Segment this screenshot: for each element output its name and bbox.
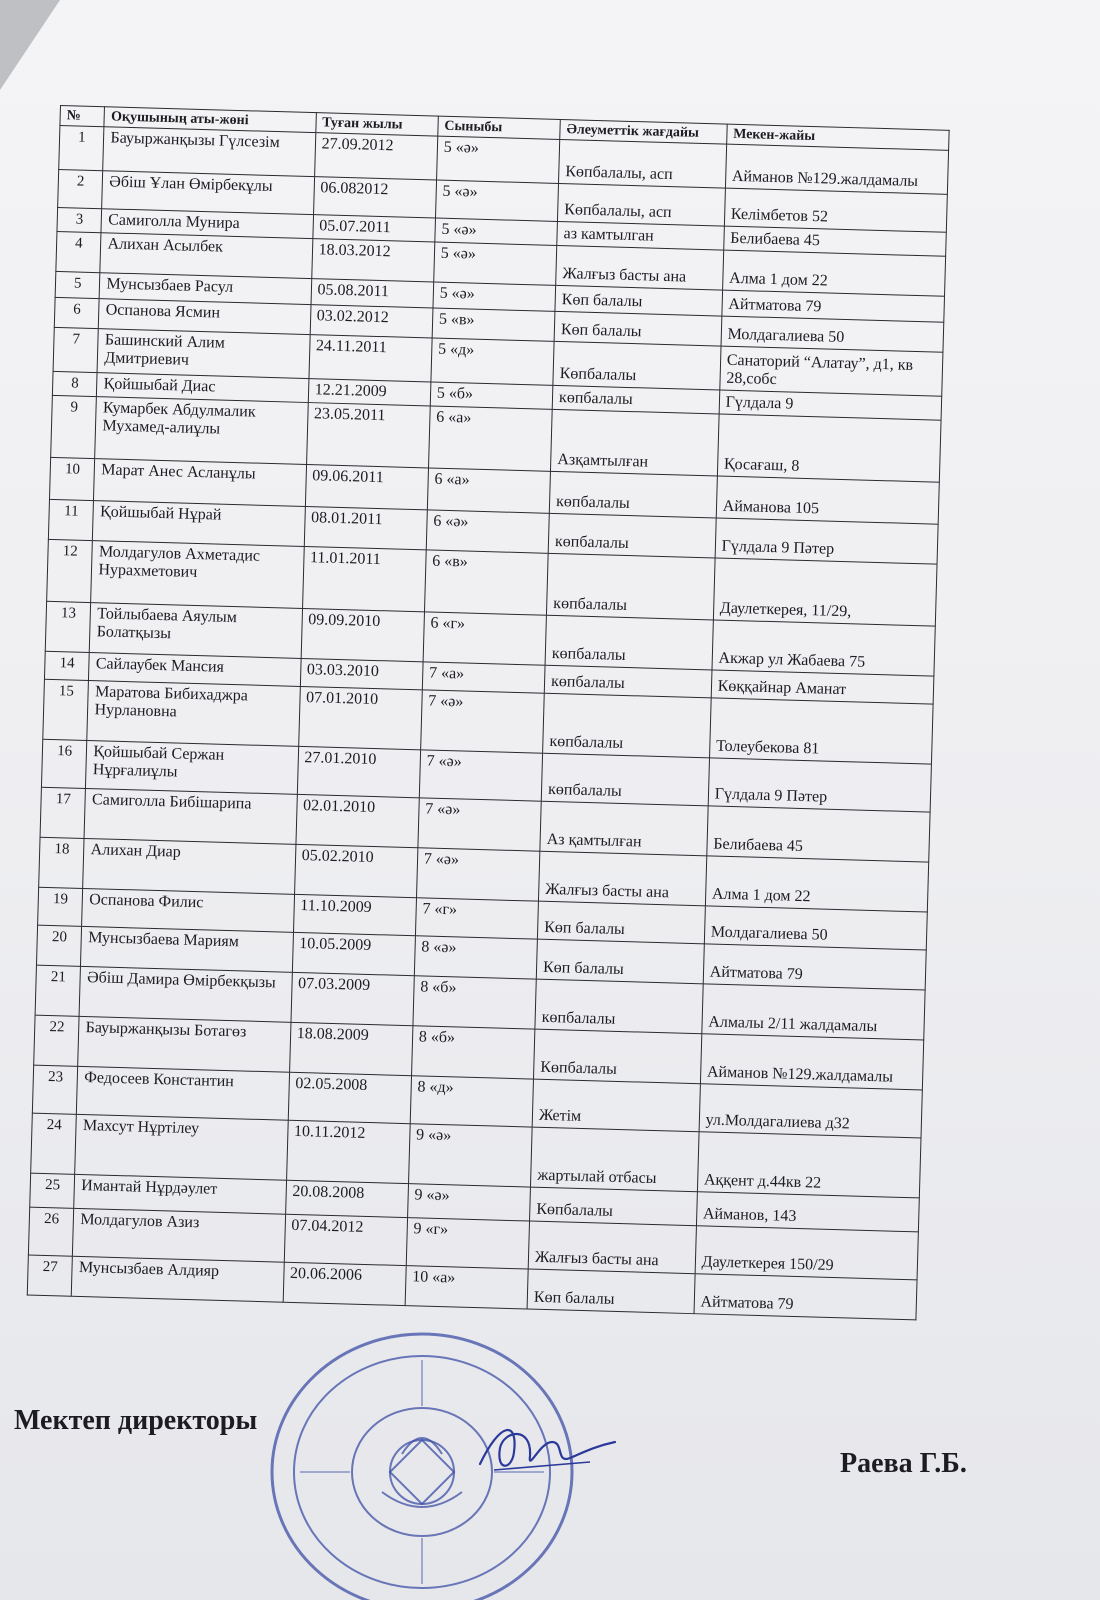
cell-row-number: 3 xyxy=(57,207,102,232)
cell-row-number: 22 xyxy=(34,1015,80,1066)
cell-social-status: Көп балалы xyxy=(536,939,704,984)
cell-row-number: 16 xyxy=(41,739,87,788)
cell-address: Гүлдала 9 xyxy=(719,390,942,420)
cell-address: Аққент д.44кв 22 xyxy=(697,1132,921,1198)
cell-birth-date: 23.05.2011 xyxy=(306,403,430,468)
cell-row-number: 23 xyxy=(32,1065,78,1114)
cell-address: Айманов №129.жалдамалы xyxy=(725,144,948,194)
cell-row-number: 4 xyxy=(56,231,102,272)
cell-address: Айманов, 143 xyxy=(696,1192,919,1232)
cell-row-number: 26 xyxy=(28,1207,74,1256)
cell-address: Айманова 105 xyxy=(716,476,939,524)
cell-row-number: 21 xyxy=(35,965,81,1016)
cell-social-status: көпбалалы xyxy=(543,693,711,758)
cell-class: 8 «ә» xyxy=(414,936,537,979)
cell-birth-date: 02.05.2008 xyxy=(288,1072,412,1123)
cell-address: Алма 1 дом 22 xyxy=(705,856,929,912)
cell-class: 6 «в» xyxy=(424,550,548,615)
cell-student-name: Мунсызбаев Алдияр xyxy=(72,1256,284,1302)
cell-class: 8 «б» xyxy=(411,1026,535,1079)
cell-class: 5 «в» xyxy=(432,308,555,341)
cell-birth-date: 06.082012 xyxy=(313,177,436,218)
cell-student-name: Бауыржанқызы Ботагөз xyxy=(78,1016,290,1072)
cell-address: Белибаева 45 xyxy=(707,806,931,862)
cell-address: Молдагалиева 50 xyxy=(721,316,944,352)
cell-social-status: көпбалалы xyxy=(544,665,711,698)
cell-address: Алмалы 2/11 жалдамалы xyxy=(702,984,926,1040)
cell-class: 7 «ә» xyxy=(419,750,543,801)
cell-row-number: 11 xyxy=(48,499,94,540)
cell-row-number: 9 xyxy=(51,395,97,458)
cell-address: Даулеткерея 150/29 xyxy=(695,1226,919,1280)
cell-address: Айтматова 79 xyxy=(694,1274,917,1320)
cell-address: ул.Молдагалиева д32 xyxy=(699,1084,923,1138)
cell-birth-date: 11.10.2009 xyxy=(293,894,416,935)
cell-student-name: Марат Анес Асланұлы xyxy=(94,459,306,507)
cell-row-number: 5 xyxy=(55,271,100,298)
cell-birth-date: 03.03.2010 xyxy=(300,658,423,689)
cell-social-status: көпбалалы xyxy=(549,471,717,518)
cell-social-status: көпбалалы xyxy=(548,513,716,558)
cell-row-number: 18 xyxy=(39,837,85,888)
cell-class: 9 «г» xyxy=(406,1218,530,1269)
cell-student-name: Федосеев Константин xyxy=(77,1066,289,1120)
cell-birth-date: 18.08.2009 xyxy=(289,1022,413,1075)
cell-row-number: 13 xyxy=(45,601,91,652)
cell-social-status: Көп балалы xyxy=(537,901,705,944)
cell-address: Айтматова 79 xyxy=(703,944,926,990)
cell-student-name: Самиголла Бибішарипа xyxy=(84,788,296,844)
col-header-name: Оқушының аты-жөні xyxy=(104,107,316,133)
cell-address: Айманов №129.жалдамалы xyxy=(700,1034,924,1090)
cell-row-number: 14 xyxy=(44,651,89,680)
cell-class: 7 «а» xyxy=(422,662,545,693)
cell-row-number: 7 xyxy=(53,327,99,372)
cell-class: 8 «б» xyxy=(413,976,537,1029)
cell-address: Молдагалиева 50 xyxy=(704,906,927,950)
cell-class: 6 «г» xyxy=(423,612,547,665)
cell-class: 7 «г» xyxy=(415,898,538,939)
cell-address: Белибаева 45 xyxy=(723,226,946,256)
cell-row-number: 8 xyxy=(52,371,97,396)
cell-student-name: Махсут Нұртілеу xyxy=(75,1114,288,1180)
cell-social-status: Көпбалалы, асп xyxy=(557,183,725,226)
cell-student-name: Әбіш Ұлан Өмірбекұлы xyxy=(102,171,314,215)
cell-row-number: 12 xyxy=(47,539,93,602)
cell-social-status: жартылай отбасы xyxy=(531,1127,699,1192)
cell-student-name: Қойшыбай Сержан Нұрғалиұлы xyxy=(86,741,298,795)
cell-address: Акжар ул Жабаева 75 xyxy=(712,620,936,676)
cell-social-status: Көпбалалы xyxy=(553,341,721,390)
cell-student-name: Бауыржанқызы Гүлсезім xyxy=(103,127,315,177)
cell-row-number: 25 xyxy=(30,1173,75,1208)
cell-class: 5 «ә» xyxy=(435,180,558,221)
cell-address: Көққайнар Аманат xyxy=(711,670,934,704)
cell-class: 10 «а» xyxy=(405,1266,528,1309)
cell-address: Келімбетов 52 xyxy=(724,188,947,232)
cell-student-name: Сайлаубек Мансия xyxy=(89,653,301,687)
cell-row-number: 10 xyxy=(49,457,95,500)
cell-student-name: Маратова Бибихаджра Нурлановна xyxy=(87,681,300,747)
cell-birth-date: 05.07.2011 xyxy=(312,215,435,242)
cell-class: 5 «ә» xyxy=(436,136,559,183)
cell-birth-date: 05.08.2011 xyxy=(311,279,434,308)
cell-student-name: Оспанова Ясмин xyxy=(99,299,311,335)
cell-birth-date: 27.09.2012 xyxy=(314,133,437,180)
cell-row-number: 2 xyxy=(58,169,103,208)
cell-student-name: Имантай Нұрдәулет xyxy=(74,1174,286,1214)
cell-birth-date: 24.11.2011 xyxy=(309,335,432,382)
cell-social-status: Көпбалалы xyxy=(530,1187,698,1226)
cell-social-status: аз камтылган xyxy=(557,221,724,250)
cell-address: Алма 1 дом 22 xyxy=(722,250,945,296)
cell-social-status: көпбалалы xyxy=(535,979,703,1034)
cell-row-number: 6 xyxy=(54,297,99,328)
cell-birth-date: 27.01.2010 xyxy=(297,746,421,797)
cell-row-number: 20 xyxy=(36,925,82,966)
cell-social-status: Жетім xyxy=(532,1079,700,1132)
cell-social-status: Жалғыз басты ана xyxy=(556,245,724,290)
cell-class: 8 «д» xyxy=(410,1076,534,1127)
cell-birth-date: 05.02.2010 xyxy=(294,844,418,897)
cell-student-name: Оспанова Филис xyxy=(82,888,294,932)
cell-student-name: Әбіш Дамира Өмірбекқызы xyxy=(79,966,291,1022)
cell-birth-date: 09.06.2011 xyxy=(305,465,428,510)
student-table-wrap xyxy=(27,105,950,1320)
cell-social-status: көпбалалы xyxy=(546,553,714,620)
cell-address: Гүлдала 9 Пәтер xyxy=(715,518,938,564)
col-header-class: Сыныбы xyxy=(438,116,561,139)
cell-student-name: Молдагулов Азиз xyxy=(73,1208,285,1262)
cell-student-name: Молдагулов Ахметадис Нурахметович xyxy=(91,541,304,609)
cell-social-status: Жалғыз басты ана xyxy=(538,851,706,906)
cell-student-name: Мунсызбаева Мариям xyxy=(81,926,293,972)
cell-row-number: 15 xyxy=(43,679,89,740)
cell-birth-date: 07.01.2010 xyxy=(298,686,422,749)
cell-row-number: 17 xyxy=(40,787,86,838)
cell-class: 5 «ә» xyxy=(433,282,556,311)
cell-row-number: 1 xyxy=(59,126,105,171)
col-header-social: Әлеуметтік жағдайы xyxy=(560,119,727,144)
cell-birth-date: 18.03.2012 xyxy=(311,239,434,282)
cell-student-name: Кумарбек Абдулмалик Мухамед-алиұлы xyxy=(95,397,308,465)
cell-birth-date: 10.11.2012 xyxy=(286,1120,410,1183)
cell-social-status: көпбалалы xyxy=(541,753,709,806)
cell-social-status: Жалғыз басты ана xyxy=(528,1221,696,1274)
cell-row-number: 19 xyxy=(38,887,83,926)
cell-address: Даулеткерея, 11/29, xyxy=(713,558,937,626)
cell-class: 5 «ә» xyxy=(435,218,558,245)
cell-birth-date: 09.09.2010 xyxy=(301,608,425,661)
cell-birth-date: 20.06.2006 xyxy=(283,1262,406,1305)
cell-class: 6 «а» xyxy=(427,468,550,513)
cell-birth-date: 12.21.2009 xyxy=(308,379,431,406)
cell-student-name: Алихан Диар xyxy=(83,838,295,894)
cell-class: 5 «д» xyxy=(431,338,554,385)
cell-row-number: 27 xyxy=(27,1255,73,1296)
cell-class: 5 «ә» xyxy=(434,242,557,285)
cell-social-status: көпбалалы xyxy=(545,615,713,670)
cell-birth-date: 03.02.2012 xyxy=(310,305,433,338)
cell-student-name: Самиголла Мунира xyxy=(101,209,313,239)
col-header-birth: Туған жылы xyxy=(315,113,438,136)
cell-class: 6 «а» xyxy=(428,406,552,471)
cell-birth-date: 07.03.2009 xyxy=(291,972,415,1025)
cell-student-name: Мунсызбаев Расул xyxy=(100,273,312,305)
cell-birth-date: 08.01.2011 xyxy=(304,506,427,549)
cell-class: 6 «ә» xyxy=(426,510,549,553)
cell-social-status: Аз қамтылған xyxy=(540,801,708,856)
director-signature xyxy=(470,1412,620,1482)
cell-student-name: Қойшыбай Нұрай xyxy=(93,501,305,547)
cell-row-number: 24 xyxy=(31,1113,77,1174)
cell-social-status: көпбалалы xyxy=(552,385,719,414)
cell-class: 5 «б» xyxy=(430,382,553,409)
cell-student-name: Башинский Алим Дмитриевич xyxy=(97,329,309,379)
cell-class: 7 «ә» xyxy=(416,848,540,901)
cell-birth-date: 11.01.2011 xyxy=(302,546,426,611)
cell-social-status: Азқамтылған xyxy=(550,409,718,476)
cell-class: 9 «ә» xyxy=(407,1184,530,1221)
cell-social-status: Көпбалалы xyxy=(534,1029,702,1084)
table-body xyxy=(27,126,948,1320)
cell-social-status: Көп балалы xyxy=(554,311,721,346)
col-header-number: № xyxy=(60,106,105,127)
cell-birth-date: 07.04.2012 xyxy=(284,1214,408,1265)
cell-student-name: Қойшыбай Диас xyxy=(97,373,309,403)
cell-class: 9 «ә» xyxy=(408,1124,532,1187)
cell-address: Айтматова 79 xyxy=(722,290,945,322)
cell-address: Санаторий “Алатау”, д1, кв 28,собс xyxy=(720,346,943,396)
cell-address: Гүлдала 9 Пәтер xyxy=(708,758,932,812)
cell-social-status: Көп балалы xyxy=(555,285,722,316)
cell-address: Толеубекова 81 xyxy=(709,698,933,764)
cell-social-status: Көпбалалы, асп xyxy=(559,139,727,188)
director-name: Раева Г.Б. xyxy=(840,1448,967,1479)
page-curl xyxy=(0,0,60,90)
cell-birth-date: 10.05.2009 xyxy=(292,932,415,975)
director-label: Мектеп директоры xyxy=(14,1405,258,1436)
cell-student-name: Тойлыбаева Аяулым Болатқызы xyxy=(90,603,302,659)
cell-class: 7 «ә» xyxy=(420,690,544,753)
cell-social-status: Көп балалы xyxy=(527,1269,695,1314)
cell-class: 7 «ә» xyxy=(418,798,542,851)
student-table xyxy=(27,105,950,1320)
cell-birth-date: 20.08.2008 xyxy=(285,1180,408,1217)
cell-birth-date: 02.01.2010 xyxy=(296,794,420,847)
cell-student-name: Алихан Асылбек xyxy=(100,233,312,279)
cell-address: Қосағаш, 8 xyxy=(717,414,941,482)
col-header-address: Мекен-жайы xyxy=(726,124,949,150)
